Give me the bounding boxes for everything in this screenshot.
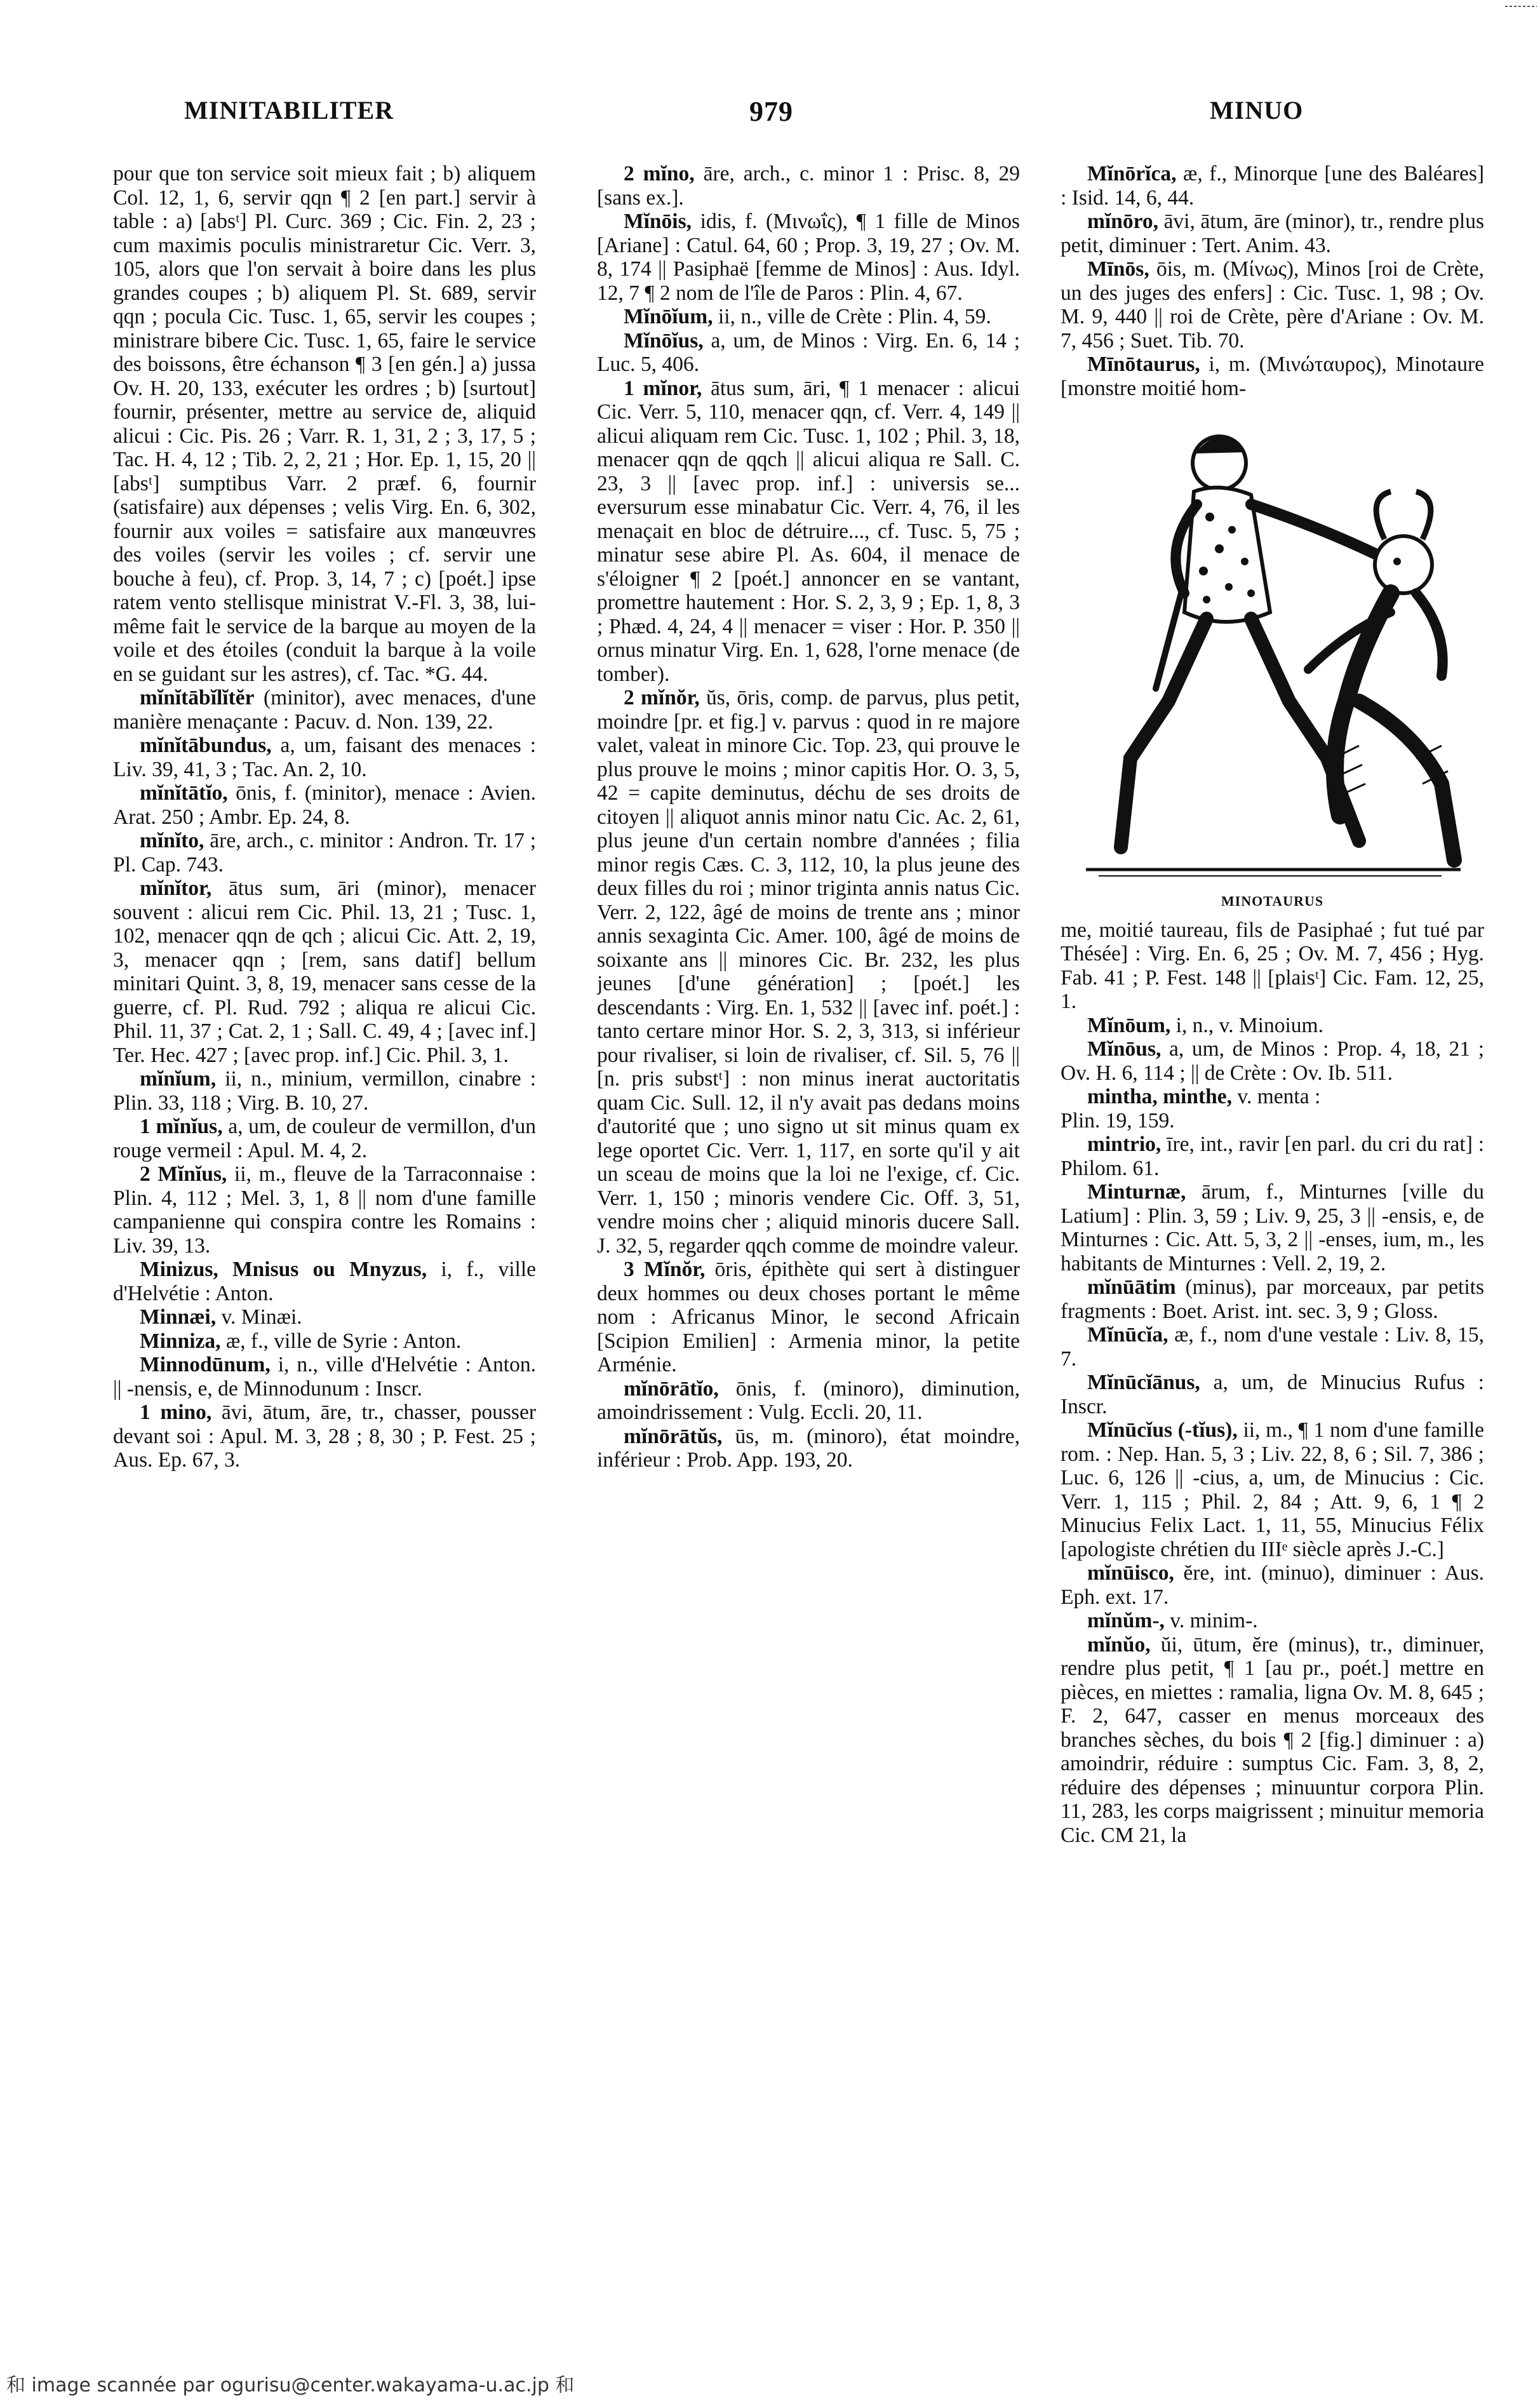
dictionary-entry: me, moitié taureau, fils de Pasiphaé ; fut tué par Thésée] : Virg. En. 6, 25 ; Ov. M. 7, 456 ; Hyg. Fab. 41 ; P. Fest. 148 || [plaisᵗ] Cic. Fam. 12, 25, 1. bbox=[1061, 918, 1484, 1013]
dictionary-entry: Mĭnōrĭca, æ, f., Minorque [une des Baléares] : Isid. 14, 6, 44. bbox=[1061, 162, 1484, 210]
dictionary-entry: pour que ton service soit mieux fait ; b) aliquem Col. 12, 1, 6, servir qqn ¶ 2 [en part.] servir à table : a) [absᵗ] Pl. Curc. 369 ; Cic. Fin. 2, 23 ; cum maximis poculis ministraretur Cic. Verr. 3, 105, alors que l'on servait à boire dans les plus grandes coupes ; b) aliquem Pl. St. 689, servir qqn ; pocula Cic. Tusc. 1, 65, servir les coupes ; ministrare bibere Cic. Tusc. 1, 65, faire le service des boissons, être échanson ¶ 3 [en gén.] a) jussa Ov. H. 20, 133, exécuter les ordres ; b) [surtout] fournir, présenter, mettre au service de, aliquid alicui : Cic. Pis. 26 ; Varr. R. 1, 31, 2 ; 3, 17, 5 ; Tac. H. 4, 12 ; Tib. 2, 2, 21 ; Hor. Ep. 1, 15, 20 || [absᵗ] sumptibus Varr. 2 præf. 6, fournir (satisfaire) aux dépenses ; velis Virg. En. 6, 302, fournir aux voiles = satisfaire aux manœuvres des voiles (servir les voiles ; cf. servir une bouche à feu), cf. Prop. 3, 14, 7 ; c) [poét.] ipse ratem vento stellisque ministrat V.-Fl. 3, 38, lui-même fait le service de la barque au moyen de la voile et des étoiles (conduit la barque à la voile en se guidant sur les astres), cf. Tac. *G. 44. bbox=[113, 162, 536, 686]
dictionary-entry: Mīnōtaurus, i, m. (Μινώταυρος), Minotaure [monstre moitié hom- bbox=[1061, 353, 1484, 400]
column-1 bbox=[113, 162, 536, 2287]
column-2 bbox=[597, 162, 1020, 2287]
headword: mĭnĭtātĭo, bbox=[140, 781, 228, 805]
dictionary-entry: Mĭnōĭus, a, um, de Minos : Virg. En. 6, 14 ; Luc. 5, 406. bbox=[597, 328, 1020, 376]
dictionary-entry: Mĭnūcĭa, æ, f., nom d'une vestale : Liv. 8, 15, 7. bbox=[1061, 1323, 1484, 1371]
dictionary-entry: mĭnŭo, ŭi, ūtum, ĕre (minus), tr., diminuer, rendre plus petit, ¶ 1 [au pr., poét.] mettre en pièces, en miettes : ramalia, ligna Ov. M. 8, 645 ; F. 2, 647, casser en menus morceaux des branches sèches, du bois ¶ 2 [fig.] diminuer : a) amoindrir, réduire : sumptus Cic. Fam. 3, 8, 2, réduire des dépenses ; minuuntur corpora Plin. 11, 283, les corps maigrissent ; minuitur memoria Cic. CM 21, la bbox=[1061, 1632, 1484, 1847]
dictionary-entry: mĭnōrātĭo, ōnis, f. (minoro), diminution, amoindrissement : Vulg. Eccli. 20, 11. bbox=[597, 1376, 1020, 1424]
dictionary-entry: Mĭnōĭum, ii, n., ville de Crète : Plin. 4, 59. bbox=[624, 305, 991, 328]
dictionary-entry: mĭnĭto, āre, arch., c. minitor : Andron. Tr. 17 ; Pl. Cap. 743. bbox=[113, 829, 536, 877]
dictionary-entry: mintha, minthe, v. menta : bbox=[1087, 1085, 1321, 1108]
figure-caption: MINOTAURUS bbox=[1221, 893, 1324, 909]
dictionary-entry: mĭnūisco, ĕre, int. (minuo), diminuer : Aus. Eph. ext. 17. bbox=[1061, 1561, 1484, 1609]
headword: mĭnōro, bbox=[1087, 210, 1158, 233]
headword: Mĭnōum, bbox=[1087, 1013, 1171, 1037]
headword: mĭnĭtābundus, bbox=[140, 734, 272, 757]
dictionary-entry: 2 mĭnŏr, ŭs, ōris, comp. de parvus, plus petit, moindre [pr. et fig.] v. parvus : quod in re majore valet, valeat in minore Cic. Top. 23, qui prouve le plus prouve le moins ; minor capitis Hor. O. 3, 5, 42 = capite deminutus, déchu de ses droits de citoyen || aliquot annis minor natu Cic. Ac. 2, 61, plus jeune d'un certain nombre d'années ; filia minor regis Cæs. C. 3, 112, 10, la plus jeune des deux filles du roi ; minor triginta annis natus Cic. Verr. 2, 122, âgé de moins de trente ans ; minor annis sexaginta Cic. Amer. 100, âgé de moins de soixante ans || minores Cic. Br. 232, les plus jeunes [d'une génération] ; [poét.] les descendants : Virg. En. 1, 532 || [avec inf. poét.] : tanto certare minor Hor. S. 2, 3, 313, si inférieur pour rivaliser, si loin de rivaliser, cf. Sil. 5, 76 || [n. pris substᵗ] : non minus inerat auctoritatis quam Cic. Sull. 12, il n'y avait pas dedans moins d'autorité que ; uno signo ut sit minus quam ex lege oportet Cic. Verr. 1, 117, en sorte qu'il y ait un sceau de moins que la loi ne l'exige, cf. Cic. Verr. 1, 150 ; minoris vendere Cic. Off. 3, 51, vendre moins cher ; aliquid minoris ducere Sall. J. 32, 5, regarder qqch comme de moindre valeur. bbox=[597, 686, 1020, 1258]
dictionary-entry: 3 Mĭnŏr, ōris, épithète qui sert à distinguer deux hommes ou deux choses portant le même nom : Africanus Minor, le second Africain [Scipion Emilien] : Armenia minor, la petite Arménie. bbox=[597, 1258, 1020, 1376]
dictionary-entry: mĭnōrātŭs, ūs, m. (minoro), état moindre, inférieur : Prob. App. 193, 20. bbox=[597, 1424, 1020, 1472]
dictionary-entry: mĭnŭm-, v. minim-. bbox=[1087, 1609, 1258, 1632]
dictionary-entry: mĭnĭtor, ātus sum, āri (minor), menacer souvent : alicui rem Cic. Phil. 13, 21 ; Tusc. 1, 102, menacer qqn de qch ; alicui Cic. Att. 2, 19, 3, menacer qqn ; [rem, sans datif] bellum minitari Quint. 3, 8, 19, menacer sans cesse de la guerre, cf. Pl. Rud. 792 ; aliqua re alicui Cic. Phil. 11, 37 ; Cat. 2, 1 ; Sall. C. 49, 4 ; [avec inf.] Ter. Hec. 427 ; [avec prop. inf.] Cic. Phil. 3, 1. bbox=[113, 877, 536, 1067]
headword: 2 mĭnŏr, bbox=[624, 686, 700, 709]
headword: Mĭnōis, bbox=[624, 210, 692, 233]
column-3 bbox=[1061, 162, 1484, 2287]
headword: mĭnōrātĭo, bbox=[624, 1376, 719, 1401]
headword: 2 mĭno, bbox=[624, 162, 695, 185]
dictionary-entry: 2 mĭno, āre, arch., c. minor 1 : Prisc. 8, 29 [sans ex.]. bbox=[597, 162, 1020, 210]
dictionary-entry: 1 mino, āvi, ātum, āre, tr., chasser, pousser devant soi : Apul. M. 3, 28 ; 8, 30 ; P. Fest. 25 ; Aus. Ep. 67, 3. bbox=[113, 1401, 536, 1472]
crop-mark-icon bbox=[1502, 0, 1540, 19]
theseus-and-minotaur-drawing bbox=[1061, 403, 1484, 885]
dictionary-entry: Minizus, Mnisus ou Mnyzus, i, f., ville d'Helvétie : Anton. bbox=[113, 1258, 536, 1305]
dictionary-entry: mĭnĭtātĭo, ōnis, f. (minitor), menace : Avien. Arat. 250 ; Ambr. Ep. 24, 8. bbox=[113, 781, 536, 829]
dictionary-entry: 1 mĭnor, ātus sum, āri, ¶ 1 menacer : alicui Cic. Verr. 5, 110, menacer qqn, cf. Verr. 4, 149 || alicui aliquam rem Cic. Tusc. 1, 102 ; Phil. 3, 18, menacer qqn de qqch || alicui aliqua re Sall. C. 23, 3 || [avec prop. inf.] : universis se... eversurum esse minabatur Cic. Verr. 4, 76, il les menaçait en bloc de détruire..., cf. Tusc. 5, 75 ; minatur sese abire Pl. As. 604, il menace de s'éloigner ¶ 2 [poét.] annoncer en se vantant, promettre hautement : Hor. S. 2, 3, 9 ; Ep. 1, 8, 3 ; Phæd. 4, 24, 4 || menacer = viser : Hor. P. 350 || ornus minatur Virg. En. 1, 628, l'orne menace (de tomber). bbox=[597, 376, 1020, 686]
minotaurus-illustration bbox=[1061, 403, 1484, 913]
headword: Minturnæ, bbox=[1087, 1180, 1186, 1204]
dictionary-entry: mĭnĭtābundus, a, um, faisant des menaces : Liv. 39, 41, 3 ; Tac. An. 2, 10. bbox=[113, 734, 536, 781]
headword: 2 Mĭnĭus, bbox=[140, 1162, 227, 1186]
headword: Minnæi, bbox=[140, 1305, 217, 1329]
headword: mĭnĭum, bbox=[140, 1067, 217, 1091]
headword: mĭnŭo, bbox=[1087, 1632, 1151, 1657]
headword: mĭnŭm-, bbox=[1087, 1609, 1165, 1632]
dictionary-entry: mintrio, īre, int., ravir [en parl. du cri du rat] : Philom. 61. bbox=[1061, 1132, 1484, 1180]
dictionary-entry: Minnæi, v. Minæi. bbox=[140, 1305, 302, 1329]
header-guide-word-left: MINITABILITER bbox=[184, 96, 394, 124]
headword: mĭnūisco, bbox=[1087, 1561, 1174, 1585]
scan-credit-footer: 和 image scannée par ogurisu@center.wakayama-u.ac.jp 和 bbox=[6, 2374, 575, 2396]
headword: 3 Mĭnŏr, bbox=[624, 1258, 706, 1281]
dictionary-entry: Plin. 19, 159. bbox=[1061, 1108, 1175, 1132]
running-header bbox=[0, 95, 1540, 140]
dictionary-entry: mĭnĭtābĭlĭtĕr (minitor), avec menaces, d'une manière menaçante : Pacuv. d. Non. 139, 22. bbox=[113, 686, 536, 734]
headword: mĭnĭto, bbox=[140, 829, 204, 852]
headword: Mĭnūcĭa, bbox=[1087, 1323, 1168, 1347]
headword: mintha, minthe, bbox=[1087, 1085, 1233, 1108]
headword: mintrio, bbox=[1087, 1132, 1162, 1156]
dictionary-entry: Mĭnūcĭānus, a, um, de Minucius Rufus : Inscr. bbox=[1061, 1371, 1484, 1418]
dictionary-entry: Mĭnōus, a, um, de Minos : Prop. 4, 18, 21 ; Ov. H. 6, 114 ; || de Crète : Ov. Ib. 511. bbox=[1061, 1037, 1484, 1085]
page-number: 979 bbox=[749, 96, 793, 127]
dictionary-entry: Minnodūnum, i, n., ville d'Helvétie : Anton. || -nensis, e, de Minnodunum : Inscr. bbox=[113, 1353, 536, 1401]
headword: mĭnūātim bbox=[1087, 1275, 1176, 1299]
dictionary-entry: 1 mĭnĭus, a, um, de couleur de vermillon, d'un rouge vermeil : Apul. M. 4, 2. bbox=[113, 1115, 536, 1162]
dictionary-entry: Mĭnōum, i, n., v. Minoium. bbox=[1087, 1013, 1323, 1037]
headword: mĭnĭtābĭlĭtĕr bbox=[140, 686, 255, 709]
headword: Minizus, Mnisus ou Mnyzus, bbox=[140, 1258, 427, 1281]
header-guide-word-right: MINUO bbox=[1210, 96, 1304, 124]
headword: 1 mino, bbox=[140, 1401, 212, 1424]
headword: 1 mĭnĭus, bbox=[140, 1115, 223, 1138]
dictionary-entry: Minniza, æ, f., ville de Syrie : Anton. bbox=[140, 1329, 462, 1353]
dictionary-entry: mĭnĭum, ii, n., minium, vermillon, cinabre : Plin. 33, 118 ; Virg. B. 10, 27. bbox=[113, 1067, 536, 1115]
headword: Mĭnūcĭus (-tĭus), bbox=[1087, 1418, 1238, 1442]
dictionary-entry: Mĭnūcĭus (-tĭus), ii, m., ¶ 1 nom d'une famille rom. : Nep. Han. 5, 3 ; Liv. 22, 8, 6 ; Sil. 7, 386 ; Luc. 6, 126 || -cius, a, um, de Minucius : Cic. Verr. 1, 115 ; Phil. 2, 84 ; Att. 9, 6, 1 ¶ 2 Minucius Felix Lact. 1, 11, 55, Minucius Félix [apologiste chrétien du IIIᵉ siècle après J.-C.] bbox=[1061, 1418, 1484, 1561]
headword: Mīnōs, bbox=[1087, 257, 1149, 281]
headword: Mĭnōĭus, bbox=[624, 328, 704, 353]
headword: Mĭnōĭum, bbox=[624, 305, 713, 328]
headword: Minniza, bbox=[140, 1329, 221, 1353]
headword: 1 mĭnor, bbox=[624, 376, 702, 400]
headword: mĭnĭtor, bbox=[140, 877, 212, 900]
headword: Mīnōtaurus, bbox=[1087, 353, 1200, 376]
dictionary-entry: Minturnæ, ārum, f., Minturnes [ville du Latium] : Plin. 3, 59 ; Liv. 9, 25, 3 || -ensis, e, de Minturnes : Cic. Att. 5, 3, 2 || -enses, ium, m., les habitants de Minturnes : Vell. 2, 19, 2. bbox=[1061, 1180, 1484, 1275]
dictionary-entry: Mīnōs, ōis, m. (Μίνως), Minos [roi de Crète, un des juges des enfers] : Cic. Tusc. 1, 98 ; Ov. M. 9, 440 || roi de Crète, père d'Ariane : Ov. M. 7, 456 ; Suet. Tib. 70. bbox=[1061, 257, 1484, 353]
dictionary-entry: mĭnōro, āvi, ātum, āre (minor), tr., rendre plus petit, diminuer : Tert. Anim. 43. bbox=[1061, 210, 1484, 257]
headword: mĭnōrātŭs, bbox=[624, 1424, 723, 1448]
dictionary-entry: mĭnūātim (minus), par morceaux, par petits fragments : Boet. Arist. int. sec. 3, 9 ; Gloss. bbox=[1061, 1275, 1484, 1323]
dictionary-entry: 2 Mĭnĭus, ii, m., fleuve de la Tarraconnaise : Plin. 4, 112 ; Mel. 3, 1, 8 || nom d'une famille campanienne qui conspira contre les Romains : Liv. 39, 13. bbox=[113, 1162, 536, 1258]
headword: Mĭnōus, bbox=[1087, 1037, 1162, 1061]
headword: Minnodūnum, bbox=[140, 1353, 271, 1376]
headword: Mĭnōrĭca, bbox=[1087, 162, 1177, 185]
dictionary-entry: Mĭnōis, idis, f. (Μινωΐς), ¶ 1 fille de Minos [Ariane] : Catul. 64, 60 ; Prop. 3, 19, 27 ; Ov. M. 8, 174 || Pasiphaë [femme de Minos] : Aus. Idyl. 12, 7 ¶ 2 nom de l'île de Paros : Plin. 4, 67. bbox=[597, 210, 1020, 305]
headword: Mĭnūcĭānus, bbox=[1087, 1371, 1200, 1394]
